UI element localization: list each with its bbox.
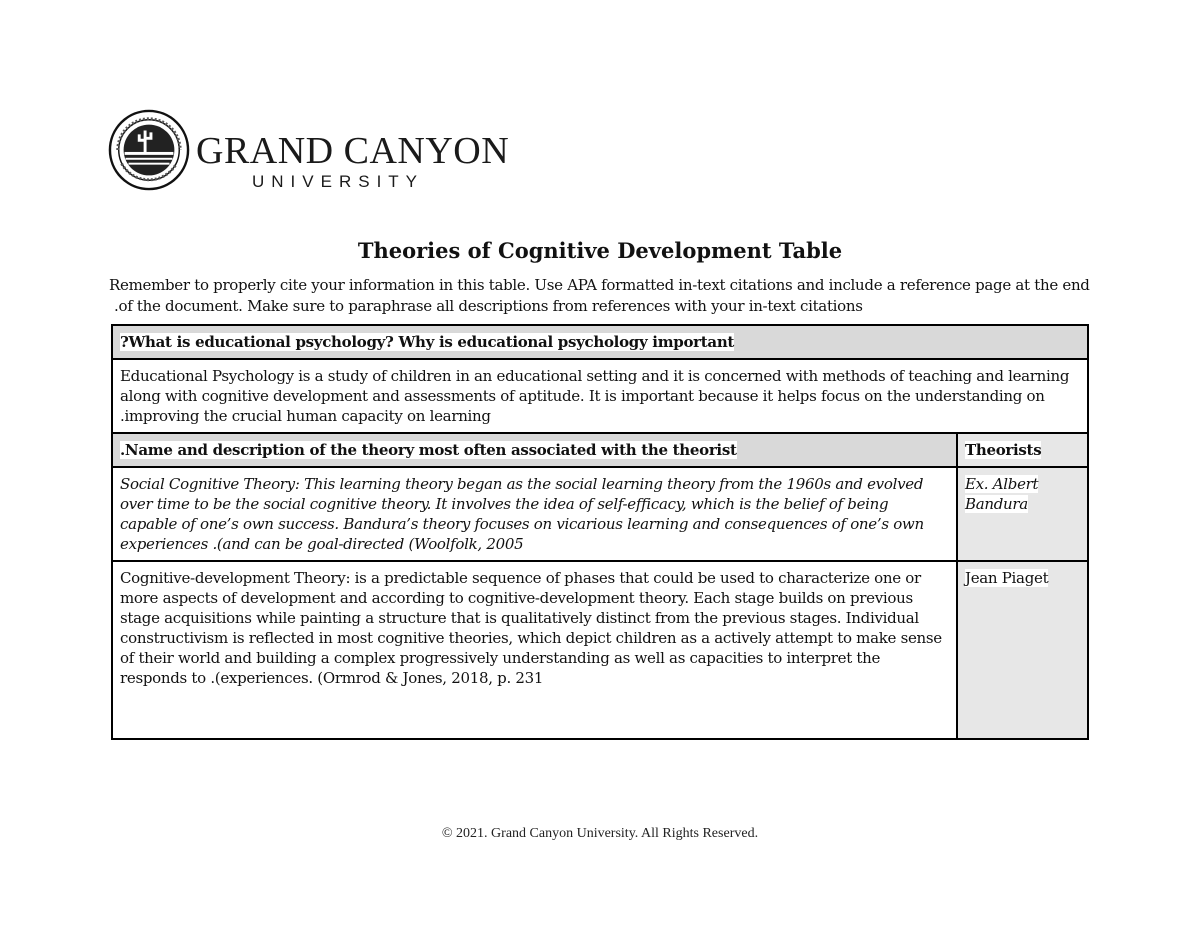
- theory-description: Social Cognitive Theory: This learning theory began as the social learning theory from the 1960s and evolved over time to be the social cognitive theory. It involves the idea of self-efficacy, which is the belief of being capable of one’s own success. Bandura’s theory focuses on vicarious learning and consequences of one’s own experiences .(and can be goal-directed (Woolfolk, 2005: [120, 475, 924, 553]
- table-row: [112, 467, 1088, 561]
- instructions-line-2: .of the document. Make sure to paraphrase all descriptions from references with your in-text citations: [114, 297, 863, 315]
- gcu-logo: [108, 108, 510, 194]
- instructions-line-1: Remember to properly cite your information in this table. Use APA formatted in-text citations and include a reference page at the end: [109, 276, 1090, 294]
- theory-description: Cognitive-development Theory: is a predictable sequence of phases that could be used to characterize one or more aspects of development and according to cognitive-development theory. Each stage builds on previous stage acquisitions while painting a structure that is qualitatively distinct from the previous stages. Individual constructivism is reflected in most cognitive theories, which depict children as a actively attempt to make sense of their world and building a complex progressively understanding as well as capacities to interpret the responds to .(experiences. (Ormrod & Jones, 2018, p. 231: [120, 569, 942, 687]
- question-answer-cell: [112, 359, 1088, 433]
- theorist-column-header-cell: [957, 433, 1088, 467]
- theorist-column-header: Theorists: [965, 441, 1042, 459]
- theorist-cell: [957, 467, 1088, 561]
- theory-description-cell: [112, 561, 957, 739]
- theory-description-cell: [112, 467, 957, 561]
- instructions: [109, 275, 1094, 317]
- logo-name: GRAND CANYON: [196, 130, 510, 172]
- question-answer: Educational Psychology is a study of children in an educational setting and it is concerned with methods of teaching and learning along with cognitive development and assessments of aptitude. It is important because it helps focus on the understanding on .improving the crucial human capacity on learning: [120, 367, 1070, 425]
- theorist-cell: [957, 561, 1088, 739]
- table-row: [112, 561, 1088, 739]
- question-header-cell: [112, 325, 1088, 359]
- question-header: ?What is educational psychology? Why is educational psychology important: [120, 333, 735, 351]
- copyright-footer: © 2021. Grand Canyon University. All Rights Reserved.: [441, 826, 759, 841]
- theorist-name: Jean Piaget: [965, 569, 1049, 587]
- page-title: Theories of Cognitive Development Table: [357, 238, 843, 263]
- theorist-name: Ex. Albert Bandura: [965, 475, 1039, 513]
- logo-subname: UNIVERSITY: [252, 172, 425, 191]
- theory-column-header-cell: [112, 433, 957, 467]
- theory-column-header: .Name and description of the theory most often associated with the theorist: [120, 441, 737, 459]
- theories-table: [111, 324, 1089, 740]
- university-seal-icon: [108, 108, 190, 192]
